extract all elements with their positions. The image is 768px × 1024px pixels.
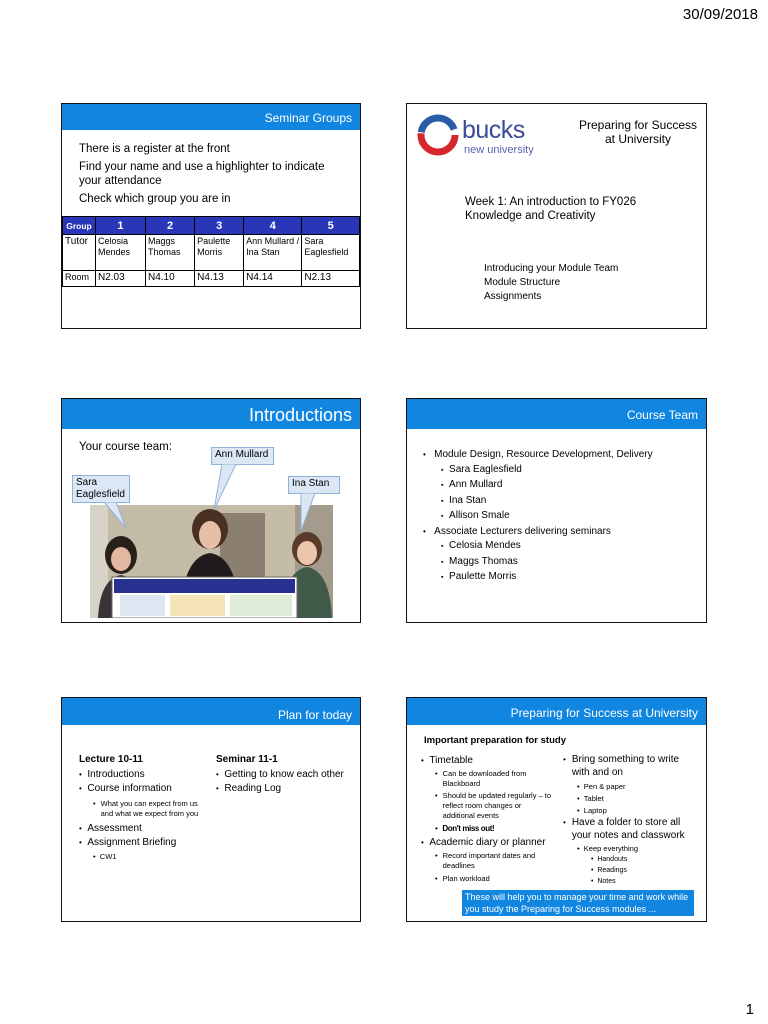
list-item-label: Have a folder to store all your notes and classwork bbox=[571, 817, 685, 841]
bucks-logo bbox=[417, 114, 547, 158]
table-cell: N2.03 bbox=[96, 271, 146, 287]
list-item-label: Maggs Thomas bbox=[449, 555, 518, 567]
list-item-label: Should be updated regularly – to reflect room changes or additional events bbox=[442, 791, 552, 820]
list-item-label: Ina Stan bbox=[449, 494, 487, 506]
sub-list-item: • CW1 bbox=[93, 851, 117, 861]
slide-header: Plan for today bbox=[62, 698, 360, 725]
table-header: 5 bbox=[302, 217, 360, 235]
list-item: • Course information bbox=[79, 783, 172, 794]
sub-sub-list-item: • Notes bbox=[591, 878, 616, 885]
table-cell: N4.14 bbox=[244, 271, 302, 287]
table-cell: N2.13 bbox=[302, 271, 360, 287]
sub-list-item: • Keep everything bbox=[577, 844, 638, 853]
slide-seminar-groups bbox=[61, 103, 361, 329]
seminar-column bbox=[216, 753, 356, 797]
table-cell: Celosia Mendes bbox=[96, 235, 146, 271]
list-item: • Getting to know each other bbox=[216, 768, 344, 780]
left-column bbox=[421, 754, 561, 884]
slide-title-text: Preparing for Success at University bbox=[578, 118, 698, 146]
callout-left: Sara Eaglesfield bbox=[72, 475, 130, 503]
slide-heading: Important preparation for study bbox=[424, 735, 566, 746]
sub-list-item: • Plan workload bbox=[435, 874, 490, 883]
summary-banner: These will help you to manage your time and work while you study the Preparing for Success modules ... bbox=[462, 890, 694, 916]
sub-list-item: • Should be updated regularly – to reflect room changes or additional events bbox=[435, 791, 552, 820]
slide-header: Seminar Groups bbox=[62, 104, 360, 130]
list-item-label: Timetable bbox=[429, 755, 473, 766]
table-cell: Maggs Thomas bbox=[145, 235, 194, 271]
list-item-label: What you can expect from us and what we expect from you bbox=[100, 798, 199, 818]
list-item-label: Course information bbox=[87, 783, 172, 794]
list-item-label: Module Design, Resource Development, Delivery bbox=[434, 449, 653, 460]
sub-list-item: ▪ Maggs Thomas bbox=[441, 555, 518, 567]
list-item-label: Assessment bbox=[87, 822, 142, 834]
table-cell: N4.10 bbox=[145, 271, 194, 287]
sub-list-item: • Laptop bbox=[577, 806, 607, 815]
week-text: Week 1: An introduction to FY026 Knowledge and Creativity bbox=[465, 196, 637, 222]
table-cell: Ann Mullard / Ina Stan bbox=[244, 235, 302, 271]
sub-list-item: • Pen & paper bbox=[577, 782, 626, 791]
slide-introductions bbox=[61, 398, 361, 623]
list-item-label: Ann Mullard bbox=[449, 479, 503, 490]
list-item-label: Tablet bbox=[583, 794, 604, 803]
table-cell: Sara Eaglesfield bbox=[302, 235, 360, 271]
list-item-label: Associate Lecturers delivering seminars bbox=[434, 525, 611, 537]
logo-subtitle: new university bbox=[464, 144, 534, 156]
list-item-label: Getting to know each other bbox=[224, 768, 344, 780]
callout-pointer bbox=[212, 464, 242, 512]
sub-list-item: ▪ Celosia Mendes bbox=[441, 540, 521, 551]
list-item: Assignments bbox=[484, 291, 542, 302]
text-line: There is a register at the front bbox=[79, 143, 230, 155]
lecture-title: Lecture 10-11 bbox=[79, 754, 143, 765]
callout-pointer bbox=[297, 493, 327, 533]
bucks-swirl-icon bbox=[417, 114, 459, 156]
groups-table bbox=[62, 216, 360, 287]
slide-preparing-for-success bbox=[406, 697, 707, 922]
list-item: • Introductions bbox=[79, 768, 145, 780]
right-column bbox=[563, 754, 703, 887]
table-header: 1 bbox=[96, 217, 146, 235]
list-item: • Assignment Briefing bbox=[79, 837, 177, 848]
list-item-label: Celosia Mendes bbox=[449, 540, 521, 551]
list-item-label: Paulette Morris bbox=[449, 571, 517, 582]
table-cell: N4.13 bbox=[195, 271, 244, 287]
slide-header: Introductions bbox=[62, 399, 360, 429]
callout-middle: Ann Mullard bbox=[211, 447, 274, 465]
list-item: • Have a folder to store all your notes and classwork bbox=[563, 817, 703, 842]
list-item-label: Record important dates and deadlines bbox=[442, 851, 536, 870]
slide-subtitle: Your course team: bbox=[79, 441, 172, 453]
logo-wordmark: bucks bbox=[462, 116, 525, 144]
list-item-label: Laptop bbox=[583, 806, 607, 815]
table-header: Group bbox=[63, 217, 96, 235]
lecture-column bbox=[79, 753, 219, 862]
callout-pointer bbox=[98, 502, 128, 530]
sub-list-item: • Don't miss out! bbox=[435, 824, 495, 833]
list-item-label: Bring something to write with and on bbox=[571, 754, 680, 778]
sub-list-item: • Tablet bbox=[577, 794, 604, 803]
list-item-label: Assignment Briefing bbox=[87, 837, 177, 848]
sub-list-item: ▪ Ina Stan bbox=[441, 494, 487, 506]
slide-header: Preparing for Success at University bbox=[407, 698, 706, 725]
list-item-label: Reading Log bbox=[224, 783, 282, 794]
list-item-label: Readings bbox=[597, 867, 627, 874]
sub-list-item: ▪ Sara Eaglesfield bbox=[441, 463, 522, 475]
table-cell: Paulette Morris bbox=[195, 235, 244, 271]
list-item: • Bring something to write with and on bbox=[563, 754, 703, 779]
print-date: 30/09/2018 bbox=[682, 6, 758, 23]
table-header: 2 bbox=[145, 217, 194, 235]
sub-list-item: • Record important dates and deadlines bbox=[421, 851, 561, 871]
slide-body bbox=[79, 142, 339, 210]
sub-list-item: • What you can expect from us and what we expect from you bbox=[79, 799, 219, 819]
table-header: 4 bbox=[244, 217, 302, 235]
table-cell: Room bbox=[63, 271, 96, 287]
list-item: • Timetable bbox=[421, 755, 473, 766]
list-item: Introducing your Module Team bbox=[484, 263, 619, 274]
list-item-label: Introductions bbox=[87, 768, 145, 780]
text-line: Check which group you are in bbox=[79, 193, 231, 205]
slide-course-team bbox=[406, 398, 707, 623]
sub-sub-list-item: • Readings bbox=[591, 867, 627, 874]
list-item-label: Don't miss out! bbox=[442, 824, 495, 833]
seminar-title: Seminar 11-1 bbox=[216, 754, 278, 765]
sub-list-item: • Can be downloaded from Blackboard bbox=[421, 769, 561, 789]
list-item-label: Sara Eaglesfield bbox=[449, 463, 522, 475]
slide-plan-for-today bbox=[61, 697, 361, 922]
slide-body bbox=[423, 448, 693, 586]
list-item: • Module Design, Resource Development, Delivery bbox=[423, 449, 653, 460]
slide-items bbox=[484, 262, 618, 304]
list-item-label: Can be downloaded from Blackboard bbox=[442, 769, 527, 788]
list-item: • Assessment bbox=[79, 822, 142, 834]
sub-sub-list-item: • Handouts bbox=[591, 856, 628, 863]
table-header: 3 bbox=[195, 217, 244, 235]
slide-header: Course Team bbox=[407, 399, 706, 429]
page-number: 1 bbox=[745, 1001, 754, 1018]
list-item-label: Allison Smale bbox=[449, 510, 510, 521]
text-line: Find your name and use a highlighter to indicate your attendance bbox=[79, 161, 325, 187]
list-item-label: Academic diary or planner bbox=[429, 837, 546, 848]
list-item-label: Pen & paper bbox=[583, 782, 626, 791]
callout-right: Ina Stan bbox=[288, 476, 340, 494]
list-item: • Reading Log bbox=[216, 783, 282, 794]
list-item-label: Keep everything bbox=[583, 844, 638, 853]
list-item-label: Notes bbox=[597, 878, 616, 885]
list-item: • Associate Lecturers delivering seminars bbox=[423, 525, 611, 537]
list-item-label: Handouts bbox=[597, 856, 628, 863]
sub-list-item: ▪ Ann Mullard bbox=[441, 479, 503, 490]
slide-title bbox=[406, 103, 707, 329]
list-item-label: Plan workload bbox=[442, 874, 490, 883]
list-item: Module Structure bbox=[484, 277, 561, 288]
sub-list-item: ▪ Allison Smale bbox=[441, 510, 510, 521]
list-item: • Academic diary or planner bbox=[421, 837, 546, 848]
list-item-label: CW1 bbox=[99, 851, 117, 861]
table-cell: Tutor bbox=[63, 235, 96, 271]
sub-list-item: ▪ Paulette Morris bbox=[441, 571, 517, 582]
